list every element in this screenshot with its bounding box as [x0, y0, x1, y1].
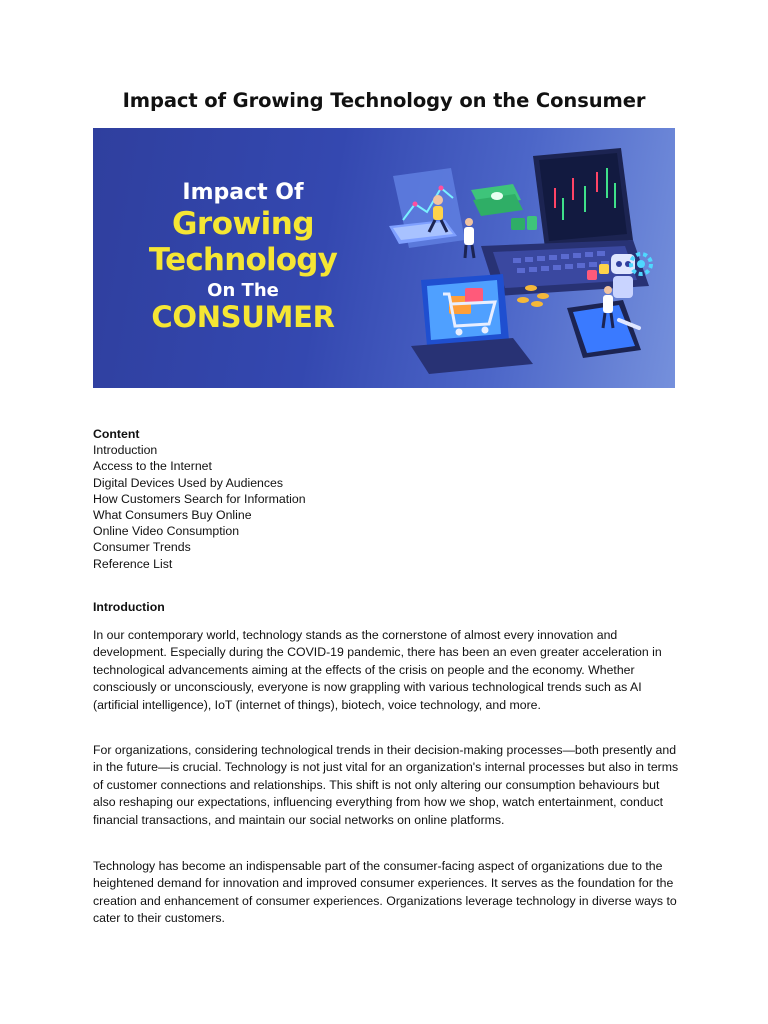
page-title: Impact of Growing Technology on the Consumer — [122, 89, 646, 112]
intro-paragraph-3: Technology has become an indispensable part of the consumer-facing aspect of organizations due to the heightened demand for innovation and improved consumer experiences. It serves as the foundation for the creation and enhancement of consumer experiences. Organizations leverage technology in diverse ways to cater to their customers. — [93, 859, 677, 926]
toc-heading: Content — [93, 427, 140, 441]
banner-line-5: CONSUMER — [151, 300, 335, 334]
banner-line-4: On The — [207, 280, 279, 301]
introduction-heading: Introduction — [93, 600, 165, 614]
intro-paragraph-1: In our contemporary world, technology stands as the cornerstone of almost every innovation and development. Especially during the COVID-19 pandemic, there has been an even greater acceleration in technological advancements aiming at the effects of the crisis on people and the economy. Whether consciously or unconsciously, everyone is now grappling with various technological trends such as AI (artificial intelligence), IoT (internet of things), biotech, voice technology, and more. — [93, 628, 662, 712]
toc-item-consumer-trends: Consumer Trends — [93, 540, 191, 555]
banner-line-3: Technology — [148, 242, 338, 278]
toc-item-search-information: How Customers Search for Information — [93, 491, 306, 506]
toc-item-introduction: Introduction — [93, 443, 158, 458]
toc-item-digital-devices: Digital Devices Used by Audiences — [93, 475, 284, 490]
toc-item-reference-list: Reference List — [93, 556, 173, 571]
intro-paragraph-2: For organizations, considering technological trends in their decision-making processes—both presently and in the future—is crucial. Technology is not just vital for an organization's internal processes but also in terms of customer connections and relationships. This shift is not only altering our consumption behaviours but also reshaping our expectations, influencing everything from how we shop, watch entertainment, conduct financial transactions, and maintain our social networks on online platforms. — [93, 743, 679, 827]
banner-line-2: Growing — [171, 206, 315, 242]
money-icon — [471, 184, 537, 230]
toc-item-buy-online: What Consumers Buy Online — [93, 508, 252, 523]
toc-item-video-consumption: Online Video Consumption — [93, 524, 240, 539]
toc-item-access-to-internet: Access to the Internet — [93, 459, 212, 474]
banner-line-1: Impact Of — [182, 180, 304, 205]
table-of-contents — [93, 426, 678, 572]
banner-image — [93, 128, 675, 388]
